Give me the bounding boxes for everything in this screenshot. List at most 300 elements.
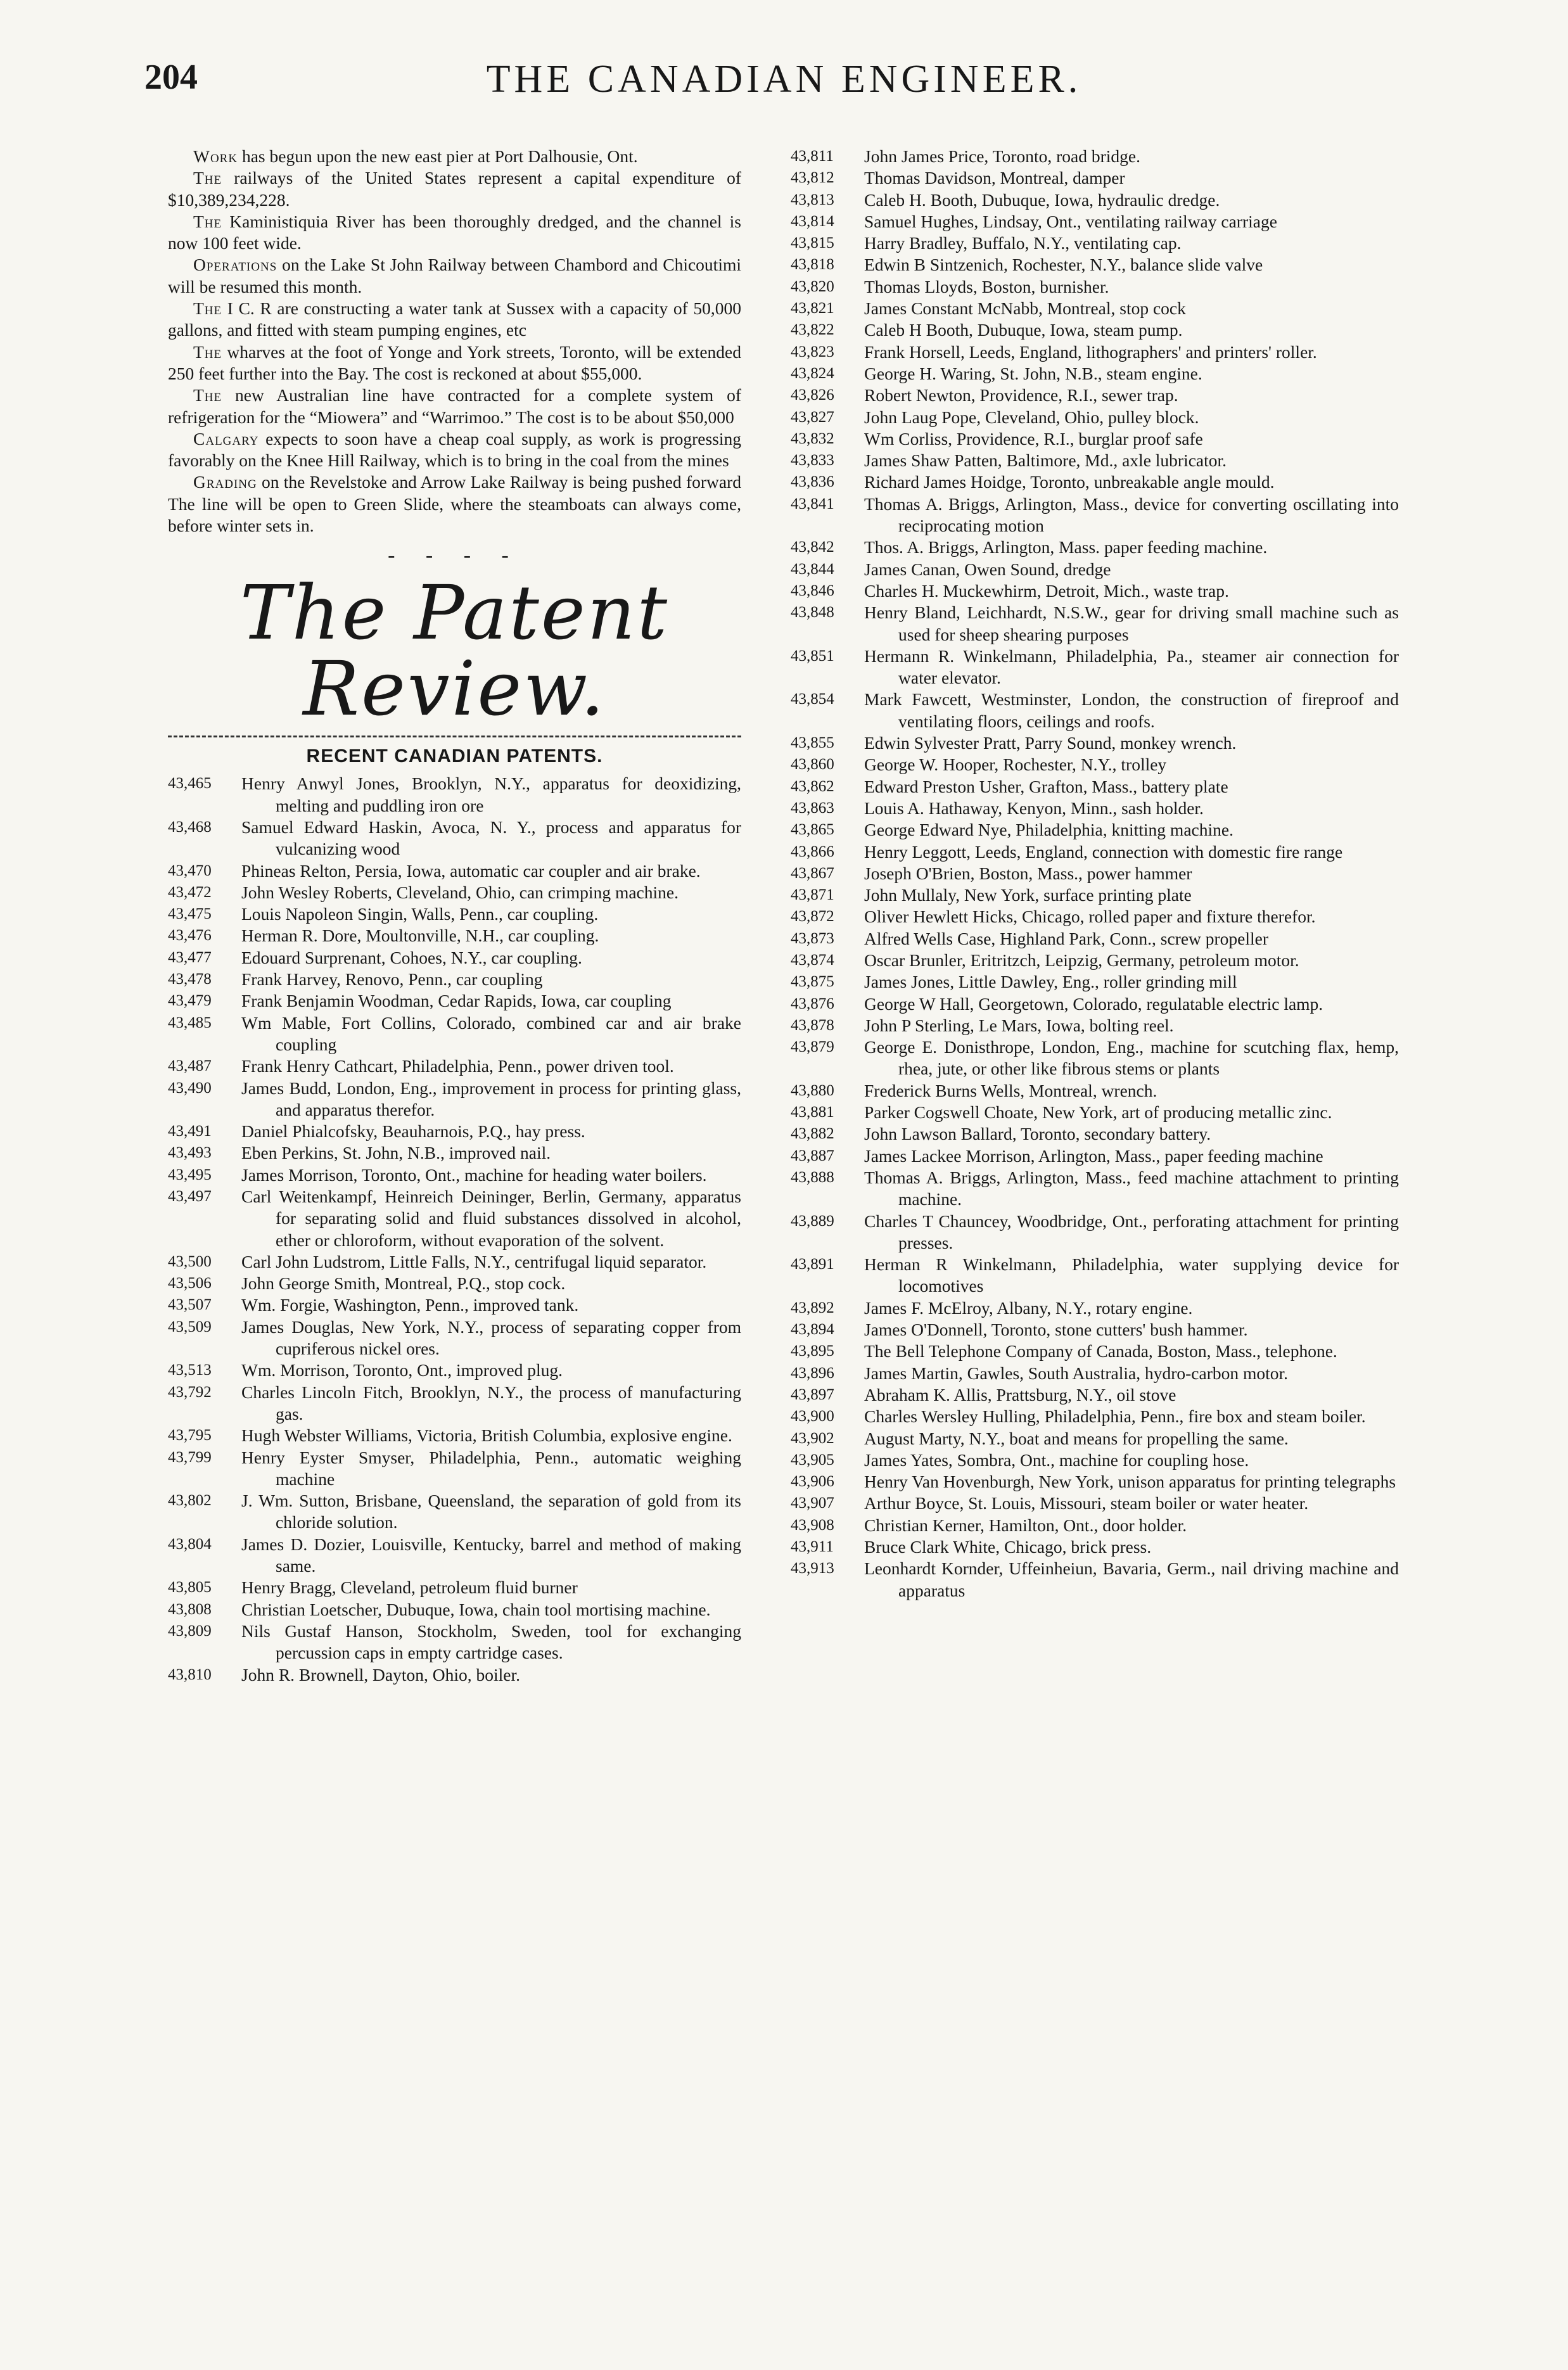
patent-number: 43,824 — [791, 364, 834, 382]
patent-entry — [791, 798, 1399, 819]
patent-description: Daniel Phialcofsky, Beauharnois, P.Q., hay press. — [241, 1121, 585, 1142]
news-items — [168, 146, 741, 537]
patent-description: Harry Bradley, Buffalo, N.Y., ventilating cap. — [864, 233, 1182, 253]
patent-description: John R. Brownell, Dayton, Ohio, boiler. — [241, 1664, 520, 1685]
patent-entry — [168, 1055, 741, 1077]
patent-number: 43,490 — [168, 1079, 212, 1097]
patent-entry — [791, 428, 1399, 450]
patent-entry — [168, 1251, 741, 1273]
patent-entry — [791, 1428, 1399, 1449]
journal-title: THE CANADIAN ENGINEER. — [486, 58, 1082, 101]
patent-number: 43,477 — [168, 948, 212, 966]
patent-number: 43,507 — [168, 1296, 212, 1314]
patent-description: Thos. A. Briggs, Arlington, Mass. paper feeding machine. — [864, 537, 1268, 557]
patent-description: Wm. Forgie, Washington, Penn., improved tank. — [241, 1295, 579, 1315]
patent-number: 43,827 — [791, 408, 834, 426]
patent-description: Charles T Chauncey, Woodbridge, Ont., perforating attachment for printing presses. — [864, 1211, 1399, 1252]
patent-description: The Bell Telephone Company of Canada, Boston, Mass., telephone. — [864, 1341, 1337, 1361]
patent-entry — [791, 341, 1399, 363]
patent-description: Frank Horsell, Leeds, England, lithographers' and printers' roller. — [864, 341, 1317, 362]
patent-entry — [791, 1384, 1399, 1406]
patent-list-right — [791, 146, 1399, 1602]
patent-number: 43,842 — [791, 538, 834, 556]
patent-entry — [168, 1621, 741, 1664]
patent-description: Charles Lincoln Fitch, Brooklyn, N.Y., the process of manufacturing gas. — [241, 1382, 741, 1424]
patent-entry — [791, 1297, 1399, 1319]
patent-description: John George Smith, Montreal, P.Q., stop cock. — [241, 1273, 566, 1294]
patent-description: Leonhardt Kornder, Uffeinheiun, Bavaria, Germ., nail driving machine and apparatus — [864, 1558, 1399, 1600]
patent-description: Edward Preston Usher, Grafton, Mass., battery plate — [864, 776, 1228, 796]
patent-number: 43,809 — [168, 1622, 212, 1640]
section-divider: - - - - — [388, 544, 521, 568]
patent-entry — [791, 450, 1399, 471]
patent-description: James Budd, London, Eng., improvement in process for printing glass, and apparatus therefor. — [241, 1078, 741, 1119]
patent-number: 43,802 — [168, 1492, 212, 1510]
patent-number: 43,876 — [791, 995, 834, 1012]
patent-number: 43,500 — [168, 1252, 212, 1270]
patent-entry — [791, 1341, 1399, 1362]
patent-entry — [791, 494, 1399, 537]
patent-number: 43,832 — [791, 430, 834, 447]
patent-number: 43,497 — [168, 1187, 212, 1205]
left-column — [168, 146, 741, 1686]
patent-description: Thomas A. Briggs, Arlington, Mass., feed machine attachment to printing machine. — [864, 1167, 1399, 1209]
patent-description: Robert Newton, Providence, R.I., sewer trap. — [864, 385, 1178, 405]
patent-description: Caleb H Booth, Dubuque, Iowa, steam pump. — [864, 320, 1183, 340]
patent-entry — [791, 1471, 1399, 1493]
patent-number: 43,879 — [791, 1038, 834, 1056]
patent-review-title: The Patent Review. — [239, 569, 670, 733]
patent-description: Thomas A. Briggs, Arlington, Mass., device for converting oscillating into reciprocating motion — [864, 494, 1399, 536]
patent-description: Edouard Surprenant, Cohoes, N.Y., car coupling. — [241, 947, 582, 967]
patent-number: 43,792 — [168, 1383, 212, 1401]
patent-entry — [168, 1382, 741, 1425]
patent-number: 43,506 — [168, 1275, 212, 1292]
patent-number: 43,836 — [791, 473, 834, 491]
patent-entry — [168, 1142, 741, 1164]
patent-entry — [791, 1211, 1399, 1254]
patent-number: 43,826 — [791, 386, 834, 404]
patent-description: James Lackee Morrison, Arlington, Mass., paper feeding machine — [864, 1145, 1323, 1166]
patent-description: James Constant McNabb, Montreal, stop cock — [864, 298, 1186, 319]
patent-entry — [791, 1102, 1399, 1123]
news-lead-word: The — [193, 385, 222, 405]
patent-description: Joseph O'Brien, Boston, Mass., power hammer — [864, 863, 1192, 883]
patent-number: 43,911 — [791, 1538, 834, 1555]
patent-number: 43,887 — [791, 1147, 834, 1164]
patent-number: 43,908 — [791, 1516, 834, 1534]
patent-number: 43,855 — [791, 734, 834, 752]
patent-description: Frank Benjamin Woodman, Cedar Rapids, Iowa, car coupling — [241, 991, 672, 1011]
news-paragraph — [168, 471, 741, 537]
patent-description: Oscar Brunler, Eritritzch, Leipzig, Germany, petroleum motor. — [864, 950, 1299, 970]
patent-entry — [791, 971, 1399, 993]
patent-entry — [168, 947, 741, 969]
patent-number: 43,491 — [168, 1123, 212, 1140]
patent-description: Henry Van Hovenburgh, New York, unison apparatus for printing telegraphs — [864, 1472, 1396, 1492]
patent-description: Carl Weitenkampf, Heinreich Deininger, Berlin, Germany, apparatus for separating solid and fluid substances dissolved in alcohol, ether or chloroform, without evaporation of the solvent. — [241, 1186, 741, 1250]
patent-number: 43,822 — [791, 321, 834, 339]
patent-description: James F. McElroy, Albany, N.Y., rotary engine. — [864, 1297, 1193, 1318]
patent-entry — [791, 211, 1399, 233]
patent-description: Charles H. Muckewhirm, Detroit, Mich., waste trap. — [864, 580, 1229, 601]
patent-number: 43,871 — [791, 886, 834, 904]
patent-entry — [791, 863, 1399, 884]
patent-list-left — [168, 773, 741, 1685]
patent-description: James Shaw Patten, Baltimore, Md., axle lubricator. — [864, 450, 1227, 471]
patent-description: James Douglas, New York, N.Y., process of separating copper from cupriferous nickel ores. — [241, 1316, 741, 1359]
patent-number: 43,823 — [791, 343, 834, 360]
patent-entry — [168, 817, 741, 860]
patent-number: 43,854 — [791, 691, 834, 708]
patent-number: 43,476 — [168, 927, 212, 945]
patent-number: 43,808 — [168, 1600, 212, 1618]
patent-description: Abraham K. Allis, Prattsburg, N.Y., oil stove — [864, 1384, 1176, 1405]
patent-description: Herman R. Dore, Moultonville, N.H., car coupling. — [241, 926, 599, 946]
patent-description: Edwin B Sintzenich, Rochester, N.Y., balance slide valve — [864, 255, 1263, 275]
patent-entry — [791, 559, 1399, 580]
patent-description: Carl John Ludstrom, Little Falls, N.Y., centrifugal liquid separator. — [241, 1251, 707, 1271]
patent-number: 43,896 — [791, 1364, 834, 1382]
patent-number: 43,799 — [168, 1448, 212, 1466]
patent-number: 43,848 — [791, 604, 834, 621]
patent-entry — [791, 319, 1399, 341]
patent-entry — [791, 1515, 1399, 1536]
patent-description: Frank Harvey, Renovo, Penn., car coupling — [241, 969, 543, 990]
patent-number: 43,907 — [791, 1494, 834, 1512]
patent-entry — [791, 1536, 1399, 1558]
patent-entry — [168, 860, 741, 882]
patent-number: 43,891 — [791, 1256, 834, 1273]
patent-entry — [168, 1664, 741, 1686]
news-paragraph — [168, 211, 741, 255]
patent-number: 43,811 — [791, 148, 834, 165]
patent-number: 43,888 — [791, 1168, 834, 1186]
patent-number: 43,805 — [168, 1579, 212, 1596]
patent-entry — [791, 732, 1399, 754]
patent-description: Arthur Boyce, St. Louis, Missouri, steam boiler or water heater. — [864, 1493, 1309, 1513]
patent-entry — [791, 646, 1399, 689]
patent-number: 43,872 — [791, 908, 834, 926]
patent-entry — [791, 950, 1399, 971]
patent-description: George W Hall, Georgetown, Colorado, regulatable electric lamp. — [864, 993, 1323, 1014]
patent-number: 43,485 — [168, 1014, 212, 1031]
patent-entry — [791, 298, 1399, 319]
patent-entry — [791, 776, 1399, 798]
patent-number: 43,897 — [791, 1386, 834, 1403]
patent-number: 43,821 — [791, 300, 834, 317]
patent-entry — [791, 1167, 1399, 1211]
patent-entry — [168, 969, 741, 990]
news-paragraph — [168, 254, 741, 298]
patent-description: Hugh Webster Williams, Victoria, British Columbia, explosive engine. — [241, 1425, 732, 1446]
patent-number: 43,846 — [791, 582, 834, 599]
patent-entry — [791, 1363, 1399, 1384]
patent-description: Christian Kerner, Hamilton, Ont., door holder. — [864, 1515, 1187, 1535]
patent-entry — [791, 1080, 1399, 1102]
patent-number: 43,873 — [791, 929, 834, 947]
patent-entry — [791, 1123, 1399, 1145]
patent-number: 43,468 — [168, 818, 212, 836]
patent-number: 43,878 — [791, 1016, 834, 1034]
patent-description: Henry Leggott, Leeds, England, connection with domestic fire range — [864, 841, 1343, 862]
patent-number: 43,795 — [168, 1427, 212, 1444]
patent-description: Caleb H. Booth, Dubuque, Iowa, hydraulic dredge. — [864, 189, 1220, 210]
patent-number: 43,874 — [791, 951, 834, 969]
patent-entry — [791, 363, 1399, 385]
news-text: wharves at the foot of Yonge and York streets, Toronto, will be extended 250 feet further into the Bay. The cost is reckoned at about $55,000. — [168, 341, 741, 383]
patent-description: Eben Perkins, St. John, N.B., improved nail. — [241, 1143, 551, 1163]
patent-number: 43,889 — [791, 1212, 834, 1230]
patent-description: James Jones, Little Dawley, Eng., roller grinding mill — [864, 972, 1237, 992]
patent-entry — [791, 754, 1399, 775]
patent-number: 43,905 — [791, 1451, 834, 1469]
patent-description: Samuel Hughes, Lindsay, Ont., ventilating railway carriage — [864, 211, 1277, 231]
patent-entry — [168, 1316, 741, 1360]
patent-number: 43,478 — [168, 971, 212, 988]
patent-number: 43,866 — [791, 843, 834, 860]
patent-description: Thomas Davidson, Montreal, damper — [864, 168, 1125, 188]
news-lead-word: Operations — [193, 255, 277, 275]
patent-entry — [791, 537, 1399, 558]
news-lead-word: The — [193, 341, 222, 362]
patent-number: 43,820 — [791, 277, 834, 295]
patent-description: Richard James Hoidge, Toronto, unbreakable angle mould. — [864, 472, 1275, 492]
patent-entry — [791, 1406, 1399, 1427]
patent-entry — [791, 1493, 1399, 1514]
dashed-rule — [168, 736, 741, 737]
patent-number: 43,472 — [168, 883, 212, 901]
patent-description: Henry Bland, Leichhardt, N.S.W., gear for driving small machine such as used for sheep shearing purposes — [864, 602, 1399, 644]
news-lead-word: The — [193, 298, 222, 319]
patent-number: 43,818 — [791, 256, 834, 274]
patent-description: George E. Donisthrope, London, Eng., machine for scutching flax, hemp, rhea, jute, or other like fibrous stems or plants — [864, 1037, 1399, 1079]
patent-number: 43,812 — [791, 169, 834, 187]
patent-description: Christian Loetscher, Dubuque, Iowa, chain tool mortising machine. — [241, 1599, 711, 1619]
patent-number: 43,875 — [791, 973, 834, 991]
patent-description: Parker Cogswell Choate, New York, art of producing metallic zinc. — [864, 1102, 1332, 1123]
patent-entry — [168, 1273, 741, 1294]
patent-description: John James Price, Toronto, road bridge. — [864, 146, 1140, 166]
patent-entry — [168, 1012, 741, 1056]
patent-description: Alfred Wells Case, Highland Park, Conn., screw propeller — [864, 928, 1269, 948]
patent-description: J. Wm. Sutton, Brisbane, Queensland, the separation of gold from its chloride solution. — [241, 1491, 741, 1532]
patent-number: 43,913 — [791, 1560, 834, 1577]
patent-description: James D. Dozier, Louisville, Kentucky, barrel and method of making same. — [241, 1534, 741, 1576]
patent-entry — [791, 1449, 1399, 1471]
patent-entry — [791, 146, 1399, 167]
patent-number: 43,860 — [791, 756, 834, 774]
patent-description: James Canan, Owen Sound, dredge — [864, 559, 1111, 579]
patent-number: 43,902 — [791, 1429, 834, 1447]
patent-entry — [791, 602, 1399, 646]
news-text: expects to soon have a cheap coal supply, as work is progressing favorably on the Knee Hill Railway, which is to bring in the coal from the mines — [168, 428, 741, 471]
right-column — [791, 146, 1399, 1602]
patent-description: James Yates, Sombra, Ont., machine for coupling hose. — [864, 1449, 1249, 1470]
patent-number: 43,815 — [791, 234, 834, 252]
patent-entry — [168, 1078, 741, 1121]
patent-entry — [168, 1294, 741, 1316]
news-paragraph — [168, 341, 741, 385]
patent-description: John Mullaly, New York, surface printing plate — [864, 885, 1192, 905]
patent-entry — [791, 1145, 1399, 1167]
patent-entry — [168, 990, 741, 1012]
patent-description: Hermann R. Winkelmann, Philadelphia, Pa., steamer air connection for water elevator. — [864, 646, 1399, 688]
patent-number: 43,804 — [168, 1535, 212, 1553]
patent-description: Wm. Morrison, Toronto, Ont., improved plug. — [241, 1360, 563, 1380]
patent-description: John Lawson Ballard, Toronto, secondary battery. — [864, 1124, 1211, 1144]
patent-entry — [791, 689, 1399, 732]
patent-entry — [168, 1164, 741, 1186]
news-text: has begun upon the new east pier at Port Dalhousie, Ont. — [238, 146, 638, 166]
patent-number: 43,509 — [168, 1318, 212, 1335]
patent-description: August Marty, N.Y., boat and means for propelling the same. — [864, 1428, 1289, 1448]
news-paragraph — [168, 167, 741, 211]
patent-entry — [168, 1186, 741, 1251]
patent-number: 43,892 — [791, 1299, 834, 1316]
patent-description: John P Sterling, Le Mars, Iowa, bolting reel. — [864, 1015, 1174, 1035]
news-lead-word: The — [193, 168, 222, 188]
patent-number: 43,851 — [791, 647, 834, 665]
patent-entry — [168, 1425, 741, 1446]
patent-description: Frank Henry Cathcart, Philadelphia, Penn., power driven tool. — [241, 1056, 674, 1076]
patent-number: 43,862 — [791, 777, 834, 795]
patent-entry — [168, 1360, 741, 1381]
patent-number: 43,465 — [168, 775, 212, 793]
news-lead-word: The — [193, 211, 222, 231]
patent-entry — [791, 385, 1399, 406]
patent-description: George H. Waring, St. John, N.B., steam engine. — [864, 363, 1202, 383]
patent-description: Henry Eyster Smyser, Philadelphia, Penn., automatic weighing machine — [241, 1447, 741, 1489]
patent-entry — [168, 1490, 741, 1534]
news-lead-word: Calgary — [193, 428, 259, 449]
patent-entry — [168, 903, 741, 925]
patent-entry — [168, 882, 741, 903]
patent-number: 43,493 — [168, 1144, 212, 1162]
patent-description: John Laug Pope, Cleveland, Ohio, pulley block. — [864, 407, 1199, 427]
patent-description: Thomas Lloyds, Boston, burnisher. — [864, 276, 1109, 296]
patent-number: 43,867 — [791, 864, 834, 882]
patent-number: 43,487 — [168, 1057, 212, 1075]
patent-number: 43,814 — [791, 212, 834, 230]
patent-entry — [791, 1254, 1399, 1297]
patent-entry — [791, 254, 1399, 276]
patent-entry — [168, 1121, 741, 1142]
patent-number: 43,833 — [791, 452, 834, 469]
patent-number: 43,863 — [791, 799, 834, 817]
patent-entry — [168, 1447, 741, 1491]
patent-entry — [791, 276, 1399, 298]
patent-number: 43,865 — [791, 821, 834, 839]
patent-description: George W. Hooper, Rochester, N.Y., trolley — [864, 755, 1167, 775]
patent-entry — [791, 471, 1399, 493]
news-text: on the Lake St John Railway between Chambord and Chicoutimi will be resumed this month. — [168, 255, 741, 296]
patent-entry — [168, 1534, 741, 1577]
patent-description: Charles Wersley Hulling, Philadelphia, Penn., fire box and steam boiler. — [864, 1406, 1366, 1427]
patent-description: Wm Mable, Fort Collins, Colorado, combined car and air brake coupling — [241, 1012, 741, 1054]
patent-entry — [791, 580, 1399, 602]
patent-description: James O'Donnell, Toronto, stone cutters' bush hammer. — [864, 1320, 1248, 1340]
patent-description: Henry Anwyl Jones, Brooklyn, N.Y., apparatus for deoxidizing, melting and puddling iron ore — [241, 774, 741, 815]
news-paragraph — [168, 428, 741, 472]
patent-number: 43,810 — [168, 1666, 212, 1683]
patent-description: George Edward Nye, Philadelphia, knitting machine. — [864, 820, 1233, 840]
patent-entry — [791, 1558, 1399, 1602]
patent-number: 43,470 — [168, 862, 212, 879]
patent-description: Herman R Winkelmann, Philadelphia, water supplying device for locomotives — [864, 1254, 1399, 1296]
patent-number: 43,495 — [168, 1166, 212, 1183]
patent-entry — [168, 925, 741, 946]
patent-entry — [791, 167, 1399, 189]
news-lead-word: Grading — [193, 472, 257, 492]
patent-number: 43,813 — [791, 191, 834, 208]
patent-entry — [168, 773, 741, 817]
patent-entry — [791, 1015, 1399, 1036]
news-text: new Australian line have contracted for a complete system of refrigeration for the “Miowera” and “Warrimoo.” The cost is to be about $50,000 — [168, 385, 741, 427]
section-heading: RECENT CANADIAN PATENTS. — [306, 746, 603, 767]
patent-description: Edwin Sylvester Pratt, Parry Sound, monkey wrench. — [864, 733, 1237, 753]
news-paragraph — [168, 146, 741, 167]
patent-description: Samuel Edward Haskin, Avoca, N. Y., process and apparatus for vulcanizing wood — [241, 817, 741, 859]
patent-entry — [791, 928, 1399, 950]
patent-entry — [791, 819, 1399, 841]
patent-description: Phineas Relton, Persia, Iowa, automatic car coupler and air brake. — [241, 860, 701, 881]
patent-entry — [791, 1036, 1399, 1080]
patent-entry — [168, 1577, 741, 1598]
patent-description: Henry Bragg, Cleveland, petroleum fluid burner — [241, 1577, 578, 1598]
patent-number: 43,894 — [791, 1321, 834, 1339]
patent-number: 43,475 — [168, 905, 212, 923]
patent-entry — [791, 993, 1399, 1015]
patent-number: 43,882 — [791, 1125, 834, 1143]
patent-entry — [791, 841, 1399, 863]
patent-description: Wm Corliss, Providence, R.I., burglar proof safe — [864, 428, 1203, 449]
news-text: Kaministiquia River has been thoroughly dredged, and the channel is now 100 feet wide. — [168, 211, 741, 253]
patent-number: 43,479 — [168, 992, 212, 1010]
patent-entry — [791, 233, 1399, 254]
patent-number: 43,880 — [791, 1081, 834, 1099]
news-text: I C. R are constructing a water tank at Sussex with a capacity of 50,000 gallons, and fitted with steam pumping engines, etc — [168, 298, 741, 340]
patent-description: Oliver Hewlett Hicks, Chicago, rolled paper and fixture therefor. — [864, 907, 1316, 927]
patent-entry — [791, 1319, 1399, 1341]
patent-description: Nils Gustaf Hanson, Stockholm, Sweden, tool for exchanging percussion caps in empty cartridge cases. — [241, 1621, 741, 1663]
patent-description: Frederick Burns Wells, Montreal, wrench. — [864, 1080, 1157, 1100]
patent-description: Bruce Clark White, Chicago, brick press. — [864, 1537, 1152, 1557]
patent-entry — [168, 1599, 741, 1621]
news-paragraph — [168, 385, 741, 428]
patent-number: 43,906 — [791, 1473, 834, 1491]
news-paragraph — [168, 298, 741, 341]
patent-number: 43,900 — [791, 1408, 834, 1425]
patent-number: 43,844 — [791, 560, 834, 578]
patent-description: Mark Fawcett, Westminster, London, the construction of fireproof and ventilating floors, ceilings and roofs. — [864, 689, 1399, 731]
patent-entry — [791, 189, 1399, 211]
news-text: railways of the United States represent a capital expenditure of $10,389,234,228. — [168, 168, 741, 210]
patent-entry — [791, 407, 1399, 428]
patent-description: Louis A. Hathaway, Kenyon, Minn., sash holder. — [864, 798, 1204, 818]
news-lead-word: Work — [193, 146, 238, 166]
patent-number: 43,895 — [791, 1342, 834, 1360]
patent-description: James Morrison, Toronto, Ont., machine for heading water boilers. — [241, 1164, 707, 1185]
patent-entry — [791, 884, 1399, 906]
patent-number: 43,881 — [791, 1104, 834, 1121]
patent-entry — [791, 906, 1399, 927]
patent-number: 43,841 — [791, 495, 834, 513]
patent-description: Louis Napoleon Singin, Walls, Penn., car coupling. — [241, 904, 599, 924]
page-header — [0, 57, 1568, 127]
patent-number: 43,513 — [168, 1361, 212, 1379]
patent-description: James Martin, Gawles, South Australia, hydro-carbon motor. — [864, 1363, 1289, 1383]
